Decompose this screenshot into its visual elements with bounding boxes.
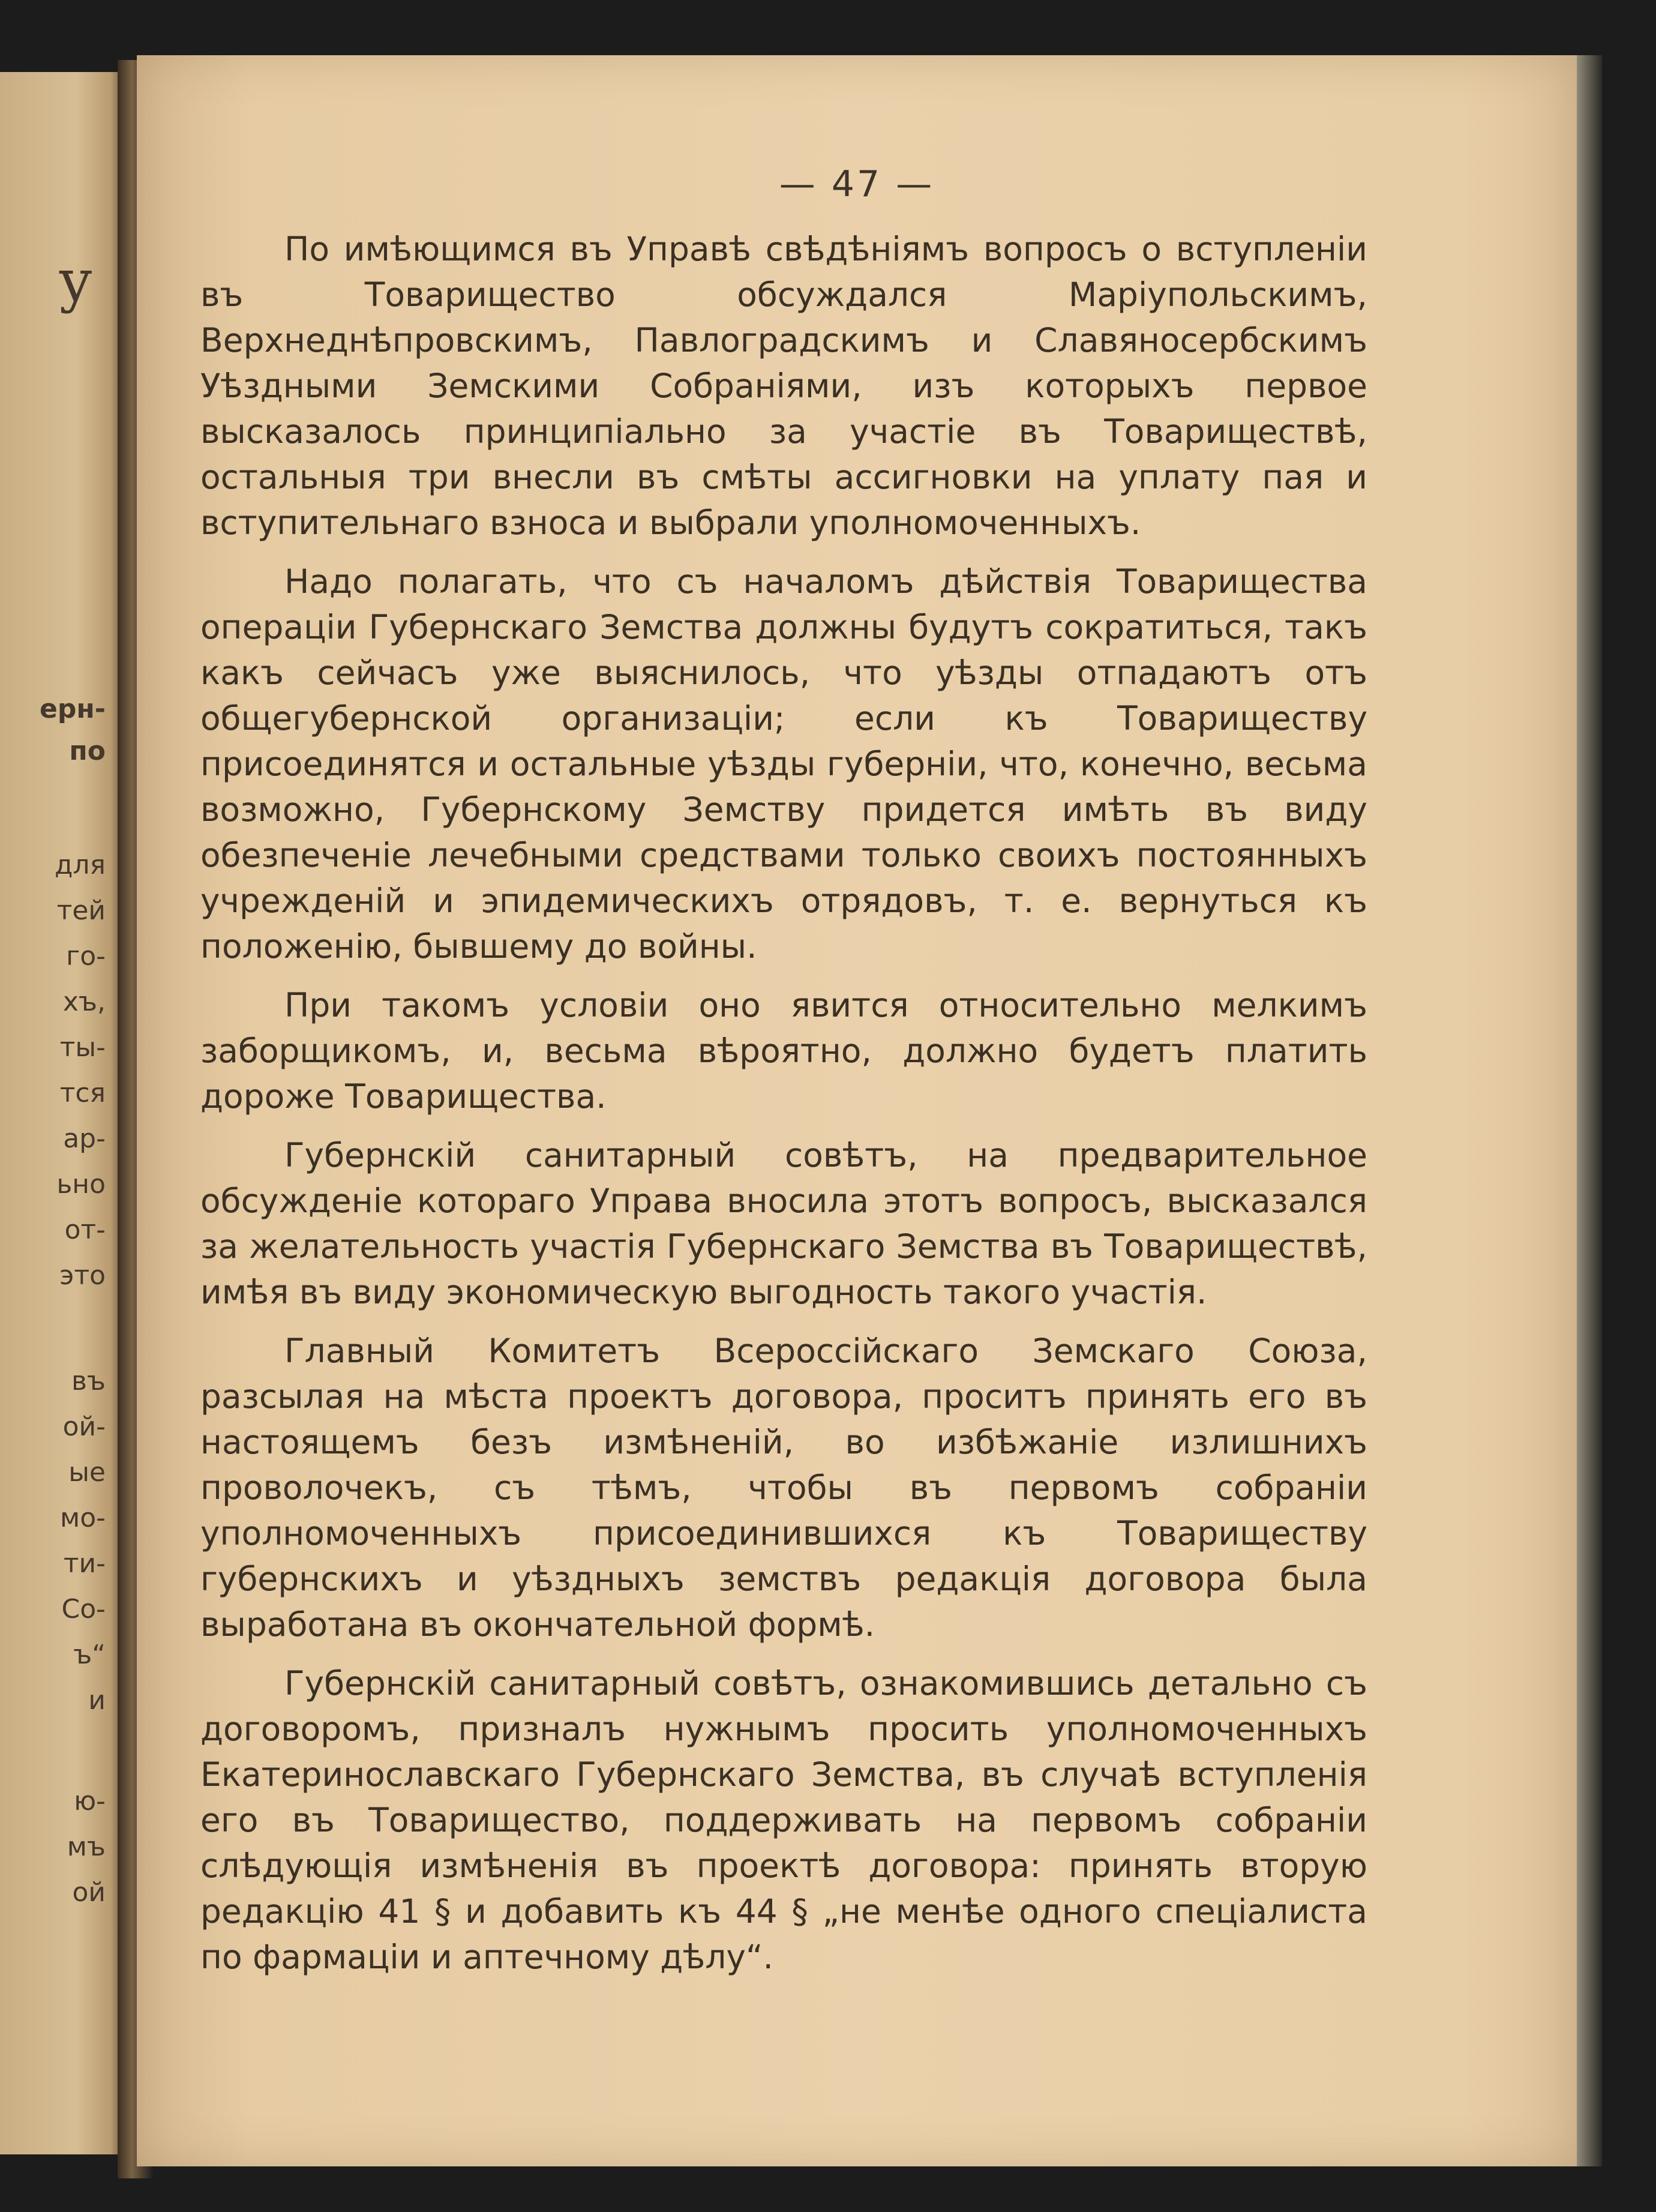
page-number: — 47 — bbox=[779, 163, 935, 205]
left-page-fragment: мо- bbox=[60, 1503, 106, 1533]
left-page-fragment: по bbox=[69, 736, 106, 766]
left-page-fragment: ъ“ bbox=[73, 1639, 106, 1670]
paragraph: При такомъ условіи оно явится относительно мелкимъ заборщикомъ, и, весьма вѣроятно, должно будетъ платить дороже Товарищества. bbox=[200, 986, 1367, 1116]
left-page-fragment: въ bbox=[71, 1366, 106, 1396]
paragraph: Главный Комитетъ Всероссійскаго Земскаго Союза, разсылая на мѣста проектъ договора, проситъ принять его въ настоящемъ безъ измѣненій, во избѣжаніе излишнихъ проволочекъ, съ тѣмъ, чтобы въ первомъ собраніи уполномоченныхъ присоединившихся къ Товариществу губернскихъ и уѣздныхъ земствъ редакція договора была выработана въ окончательной формѣ. bbox=[200, 1332, 1367, 1644]
left-page-fragment: и bbox=[88, 1685, 106, 1716]
left-page-fragment: ю- bbox=[74, 1786, 106, 1817]
paragraph: По имѣющимся въ Управѣ свѣдѣніямъ вопросъ о вступленіи въ Товарищество обсуждался Маріупольскимъ, Верхнеднѣпровскимъ, Павлоградскимъ и Славяносербскимъ Уѣздными Земскими Собраніями, изъ которыхъ первое высказалось принципіально за участіе въ Товариществѣ, остальныя три внесли въ смѣты ассигновки на уплату пая и вступительнаго взноса и выбрали уполномоченныхъ. bbox=[200, 230, 1367, 542]
left-page-fragment: го- bbox=[66, 941, 106, 972]
paragraph: Губернскій санитарный совѣтъ, на предварительное обсужденіе котораго Управа вносила этотъ вопросъ, высказался за желательность участія Губернскаго Земства въ Товариществѣ, имѣя въ виду экономическую выгодность такого участія. bbox=[200, 1136, 1367, 1311]
left-page-fragment: у bbox=[58, 247, 92, 314]
left-page-fragment: тся bbox=[59, 1078, 106, 1108]
paragraph: Губернскій санитарный совѣтъ, ознакомившись детально съ договоромъ, призналъ нужнымъ просить уполномоченныхъ Екатеринославскаго Губернскаго Земства, въ случаѣ вступленія его въ Товарищество, поддерживать на первомъ собраніи слѣдующія измѣненія въ проектѣ договора: принять вторую редакцію 41 § и добавить къ 44 § „не менѣе одного спеціалиста по фармаціи и аптечному дѣлу“. bbox=[200, 1664, 1367, 1976]
left-page-fragment: ой bbox=[72, 1877, 106, 1908]
paragraph: Надо полагать, что съ началомъ дѣйствія Товарищества операціи Губернскаго Земства должны будутъ сократиться, такъ какъ сейчасъ уже выяснилось, что уѣзды отпадаютъ отъ общегубернской организаціи; если къ Товариществу присоединятся и остальные уѣзды губерніи, что, конечно, весьма возможно, Губернскому Земству придется имѣть въ виду обезпеченіе лечебными средствами только своихъ постоянныхъ учрежденій и эпидемическихъ отрядовъ, т. е. вернуться къ положенію, бывшему до войны. bbox=[200, 562, 1367, 966]
left-page-fragment: ые bbox=[68, 1457, 106, 1488]
facing-page-left bbox=[0, 72, 126, 2154]
left-page-fragment: ьно bbox=[56, 1169, 106, 1200]
left-page-fragment: мъ bbox=[67, 1832, 106, 1862]
left-page-fragment: Со- bbox=[61, 1594, 106, 1624]
left-page-fragment: ерн- bbox=[40, 694, 106, 724]
left-page-fragment: ти- bbox=[63, 1548, 106, 1579]
page-edge-right bbox=[1577, 55, 1602, 2166]
page-body bbox=[200, 226, 1367, 1993]
left-page-fragment: для bbox=[54, 850, 106, 880]
left-page-fragment: от- bbox=[64, 1215, 106, 1245]
left-page-fragment: тей bbox=[56, 895, 106, 926]
page-47 bbox=[137, 55, 1577, 2166]
left-page-fragment: ты- bbox=[59, 1032, 106, 1063]
left-page-fragment: хъ, bbox=[62, 987, 106, 1017]
left-page-fragment: ой- bbox=[62, 1411, 106, 1442]
left-page-fragment: это bbox=[59, 1260, 106, 1291]
left-page-fragment: ар- bbox=[63, 1123, 106, 1154]
